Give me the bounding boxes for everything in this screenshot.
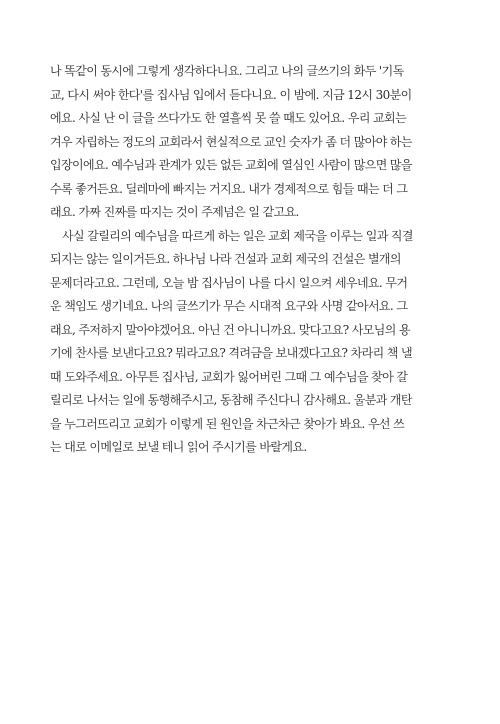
- text-line: 운 책임도 생기네요. 나의 글쓰기가 무슨 시대적 요구와 사명 같아서요. 그: [50, 299, 408, 313]
- text-line: 에요. 사실 난 이 글을 쓰다가도 한 열흘씩 못 쓸 때도 있어요. 우리 교회는: [50, 111, 406, 125]
- text-line: 을 누그러뜨리고 교회가 이렇게 된 원인을 차근차근 찾아가 봐요. 우선 쓰: [50, 416, 405, 431]
- text-line: 나 똑같이 동시에 그렇게 생각하다니요. 그리고 나의 글쓰기의 화두 '기독: [50, 64, 404, 78]
- text-line: 교, 다시 써야 한다'를 집사님 입에서 듣다니요. 이 밤에. 지금 12시 30분이: [50, 87, 412, 102]
- body-text: [50, 60, 450, 460]
- text-line: 기에 찬사를 보낸다고요? 뭐라고요? 격려금을 보내겠다고요? 차라리 책 낼: [50, 346, 412, 360]
- text-line: 되지는 않는 일이거든요. 하나님 나라 건설과 교회 제국의 건설은 별개의: [50, 252, 401, 266]
- text-line: 릴리로 나서는 일에 동행해주시고, 동참해 주신다니 감사해요. 울분과 개탄: [50, 393, 412, 407]
- text-line: 문제더라고요. 그런데, 오늘 밤 집사님이 나를 다시 일으켜 세우네요. 무거: [50, 275, 408, 290]
- text-line: 때 도와주세요. 아무튼 집사님, 교회가 잃어버린 그때 그 예수님을 찾아 갈: [50, 369, 408, 384]
- text-line: 겨우 자립하는 정도의 교회라서 현실적으로 교인 숫자가 좀 더 많아야 하는: [50, 134, 412, 149]
- paragraph-1: [50, 60, 450, 225]
- text-line: 래요, 주저하지 말아야겠어요. 아닌 건 아니니까요. 맞다고요? 사모님의 용: [50, 322, 410, 337]
- text-line: 수록 좋거든요. 딜레마에 빠지는 거지요. 내가 경제적으로 힘들 때는 더 그: [50, 181, 408, 196]
- text-line: 입장이에요. 예수님과 관계가 있든 없든 교회에 열심인 사람이 많으면 많을: [50, 158, 412, 172]
- text-line: 래요. 가짜 진짜를 따지는 것이 주제넘은 일 같고요.: [50, 205, 299, 219]
- text-line: 사실 갈릴리의 예수님을 따르게 하는 일은 교회 제국을 이루는 일과 직결: [62, 228, 413, 243]
- text-line: 는 대로 이메일로 보낼 테니 읽어 주시기를 바랄게요.: [50, 440, 307, 454]
- paragraph-2: [50, 225, 450, 460]
